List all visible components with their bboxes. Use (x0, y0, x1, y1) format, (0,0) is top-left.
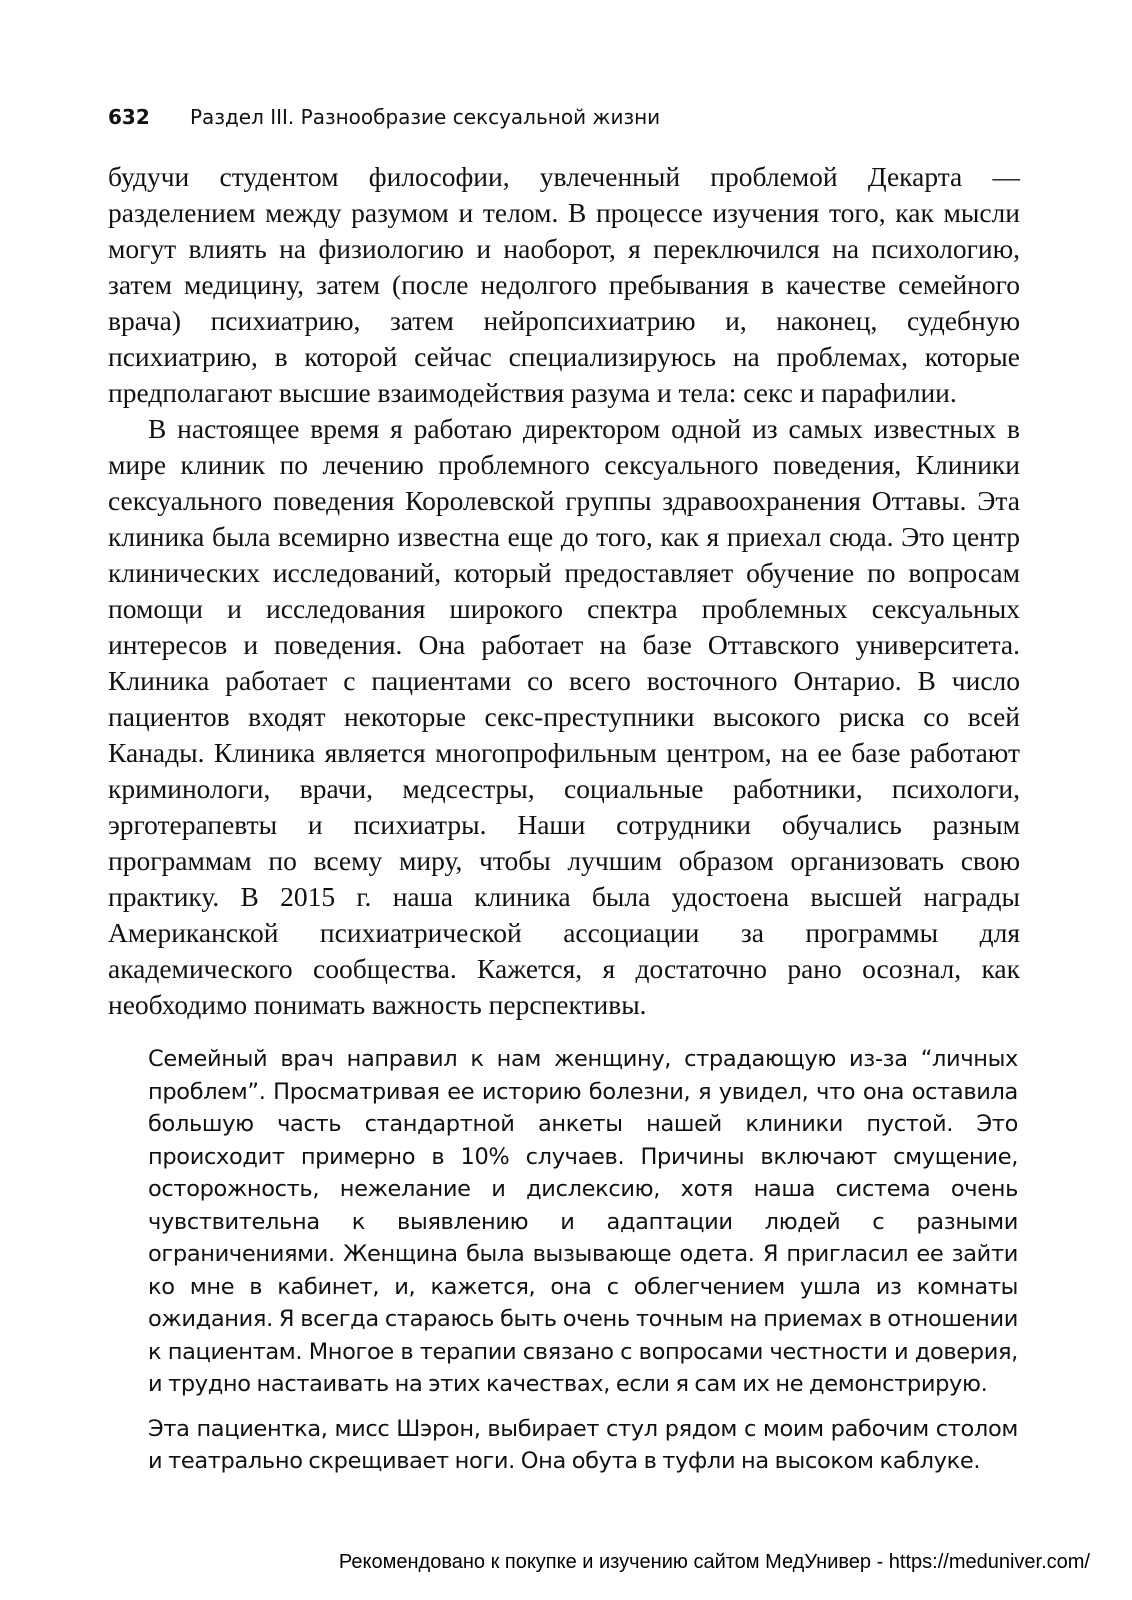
case-study-paragraph: Семейный врач направил к нам женщину, страдающую из-за “личных проблем”. Просматривая ее историю болезни, я увидел, что она оставила большую часть стандартной анкеты нашей клиники пустой. Это происходит примерно в 10% случаев. Причины включают смущение, осторожность, нежелание и дислексию, хотя наша система очень чувствительна к выявлению и адаптации людей с разными ограничениями. Женщина была вызывающе одета. Я пригласил ее зайти ко мне в кабинет, и, кажется, она с облегчением ушла из комнаты ожидания. Я всегда стараюсь быть очень точным на приемах в отношении к пациентам. Многое в терапии связано с вопросами честности и доверия, и трудно настаивать на этих качествах, если я сам их не демонстрирую. (148, 1046, 1018, 1397)
page-header (108, 100, 1018, 134)
watermark-footer: Рекомендовано к покупке и изучению сайтом МедУнивер - https://meduniver.com/ (338, 1551, 1090, 1573)
page-number: 632 (108, 105, 150, 129)
body-paragraph: будучи студентом философии, увлеченный проблемой Декарта — разделением между разумом и телом. В процессе изучения того, как мысли могут влиять на физиологию и наоборот, я переключился на психологию, затем медицину, затем (после недолгого пребывания в качестве семейного врача) психиатрию, затем нейропсихиатрию и, наконец, судебную психиатрию, в которой сейчас специализируюсь на проблемах, которые предполагают высшие взаимодействия разума и тела: секс и парафилии. (108, 161, 1020, 408)
body-paragraph: В настоящее время я работаю директором одной из самых известных в мире клиник по лечению проблемного сексуального поведения, Клиники сексуального поведения Королевской группы здравоохранения Оттавы. Эта клиника была всемирно известна еще до того, как я приехал сюда. Это центр клинических исследований, который предоставляет обучение по вопросам помощи и исследования широкого спектра проблемных сексуальных интересов и поведения. Она работает на базе Оттавского университета. Клиника работает с пациентами со всего восточного Онтарио. В число пациентов входят некоторые секс-преступники высокого риска со всей Канады. Клиника является многопрофильным центром, на ее базе работают криминологи, врачи, медсестры, социальные работники, психологи, эрготерапевты и психиатры. Наши сотрудники обучались разным программам по всему миру, чтобы лучшим образом организовать свою практику. В 2015 г. наша клиника была удостоена высшей награды Американской психиатрической ассоциации за программы для академического сообщества. Кажется, я достаточно рано осознал, как необходимо понимать важность перспективы. (108, 413, 1020, 1020)
running-title: Раздел III. Разнообразие сексуальной жизни (190, 105, 661, 129)
case-study-block (148, 1043, 1018, 1478)
case-study-paragraph: Эта пациентка, мисс Шэрон, выбирает стул рядом с моим рабочим столом и театрально скрещивает ноги. Она обута в туфли на высоком каблуке. (148, 1415, 1018, 1474)
main-text (108, 159, 1020, 1023)
